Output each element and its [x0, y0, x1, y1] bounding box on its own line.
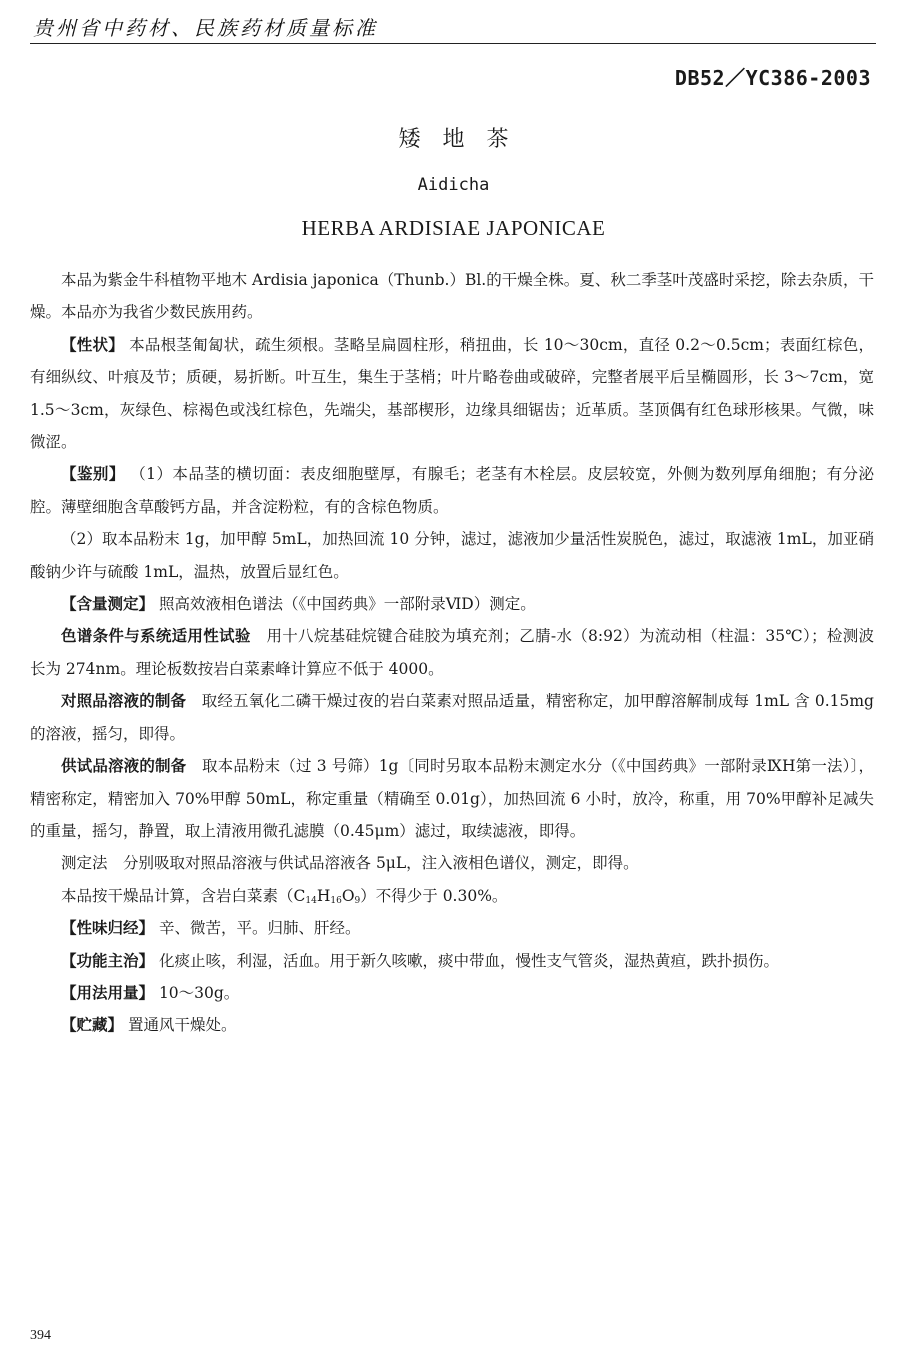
assay-text: 照高效液相色谱法（《中国药典》一部附录ⅥD）测定。: [154, 595, 536, 614]
dosage-label: 【用法用量】: [61, 983, 155, 1002]
functions-paragraph: [30, 945, 874, 977]
method-label: 测定法: [61, 854, 108, 873]
traits-paragraph: [30, 329, 874, 459]
formula-subscript: 14: [305, 895, 317, 906]
chromatography-text: 用十八烷基硅烷键合硅胶为填充剂；乙腈-水（8:92）为流动相（柱温：35℃）；检测波长为 274nm。理论板数按岩白菜素峰计算应不低于 4000。: [30, 627, 874, 678]
title-chinese: 矮地茶: [398, 127, 531, 152]
standard-code: DB52／YC386-2003: [674, 66, 871, 90]
reference-solution-text: 取经五氧化二磷干燥过夜的岩白菜素对照品适量，精密称定，加甲醇溶解制成每 1mL 含 0.15mg 的溶液，摇匀，即得。: [30, 692, 874, 743]
chromatography-paragraph: [30, 620, 874, 685]
title-latin: HERBA ARDISIAE JAPONICAE: [301, 216, 606, 240]
formula-subscript: 16: [330, 895, 342, 906]
nature-text: 辛、微苦，平。归肺、肝经。: [154, 919, 361, 938]
title-pinyin: Aidicha: [417, 175, 490, 195]
nature-label: 【性味归经】: [61, 919, 155, 938]
dosage-paragraph: [30, 977, 874, 1009]
traits-label: 【性状】: [61, 335, 124, 354]
limit-text: ）不得少于 0.30%。: [360, 886, 508, 905]
dosage-text: 10～30g。: [154, 983, 240, 1002]
identification-text-1: （1）本品茎的横切面：表皮细胞壁厚，有腺毛；老茎有木栓层。皮层较宽，外侧为数列厚角细胞；有分泌腔。薄壁细胞含草酸钙方晶，并含淀粉粒，有的含棕色物质。: [30, 465, 874, 516]
assay-paragraph: [30, 588, 874, 620]
limit-text: 本品按干燥品计算，含岩白菜素（C: [61, 886, 306, 905]
identification-label: 【鉴别】: [61, 465, 125, 484]
sample-solution-text: 取本品粉末（过 3 号筛）1g〔同时另取本品粉末测定水分（《中国药典》一部附录ⅨH第一法）〕，精密称定，精密加入 70%甲醇 50mL，称定重量（精确至 0.01g），加热回流 6 小时，放冷，称重，用 70%甲醇补足减失的重量，摇匀，静置，取上清液用微孔滤膜（0.45μm）滤过，取续滤液，即得。: [30, 757, 874, 840]
method-text: 分别吸取对照品溶液与供试品溶液各 5μL，注入液相色谱仪，测定，即得。: [107, 854, 639, 873]
page-number: 394: [30, 1328, 51, 1343]
header-rule: [30, 43, 876, 44]
method-paragraph: [30, 847, 874, 879]
header-title: 贵州省中药材、民族药材质量标准: [33, 16, 378, 40]
formula-element: O: [341, 886, 355, 905]
identification-paragraph-2: （2）取本品粉末 1g，加甲醇 5mL，加热回流 10 分钟，滤过，滤液加少量活性炭脱色，滤过，取滤液 1mL，加亚硝酸钠少许与硫酸 1mL，温热，放置后显红色。: [30, 530, 874, 581]
sample-solution-paragraph: [30, 750, 874, 847]
storage-text: 置通风干燥处。: [123, 1016, 237, 1035]
identification-paragraph-1: [30, 458, 874, 523]
formula-subscript: 9: [354, 895, 361, 906]
reference-solution-paragraph: [30, 685, 874, 750]
monograph-body: [30, 264, 874, 1042]
chromatography-label: 色谱条件与系统适用性试验: [61, 627, 251, 646]
functions-text: 化痰止咳，利湿，活血。用于新久咳嗽，痰中带血，慢性支气管炎，湿热黄疸，跌扑损伤。: [154, 951, 779, 970]
formula-element: H: [316, 886, 331, 905]
storage-label: 【贮藏】: [61, 1016, 124, 1035]
assay-label: 【含量测定】: [61, 595, 155, 614]
functions-label: 【功能主治】: [61, 951, 155, 970]
sample-solution-label: 供试品溶液的制备: [61, 757, 187, 776]
traits-text: 本品根茎匍匐状，疏生须根。茎略呈扁圆柱形，稍扭曲，长 10～30cm，直径 0.2～0.5cm；表面红棕色，有细纵纹、叶痕及节；质硬，易折断。叶互生，集生于茎梢；叶片略卷曲或破碎，完整者展平后呈椭圆形，长 3～7cm，宽 1.5～3cm，灰绿色、棕褐色或浅红棕色，先端尖，基部楔形，边缘具细锯齿；近革质。茎顶偶有红色球形核果。气微，味微涩。: [30, 335, 874, 452]
intro-paragraph: 本品为紫金牛科植物平地木 Ardisia japonica（Thunb.）Bl.的干燥全株。夏、秋二季茎叶茂盛时采挖，除去杂质，干燥。本品亦为我省少数民族用药。: [30, 271, 874, 322]
nature-paragraph: [30, 912, 874, 944]
storage-paragraph: [30, 1009, 874, 1041]
reference-solution-label: 对照品溶液的制备: [61, 692, 187, 711]
content-limit-paragraph: [30, 880, 874, 912]
